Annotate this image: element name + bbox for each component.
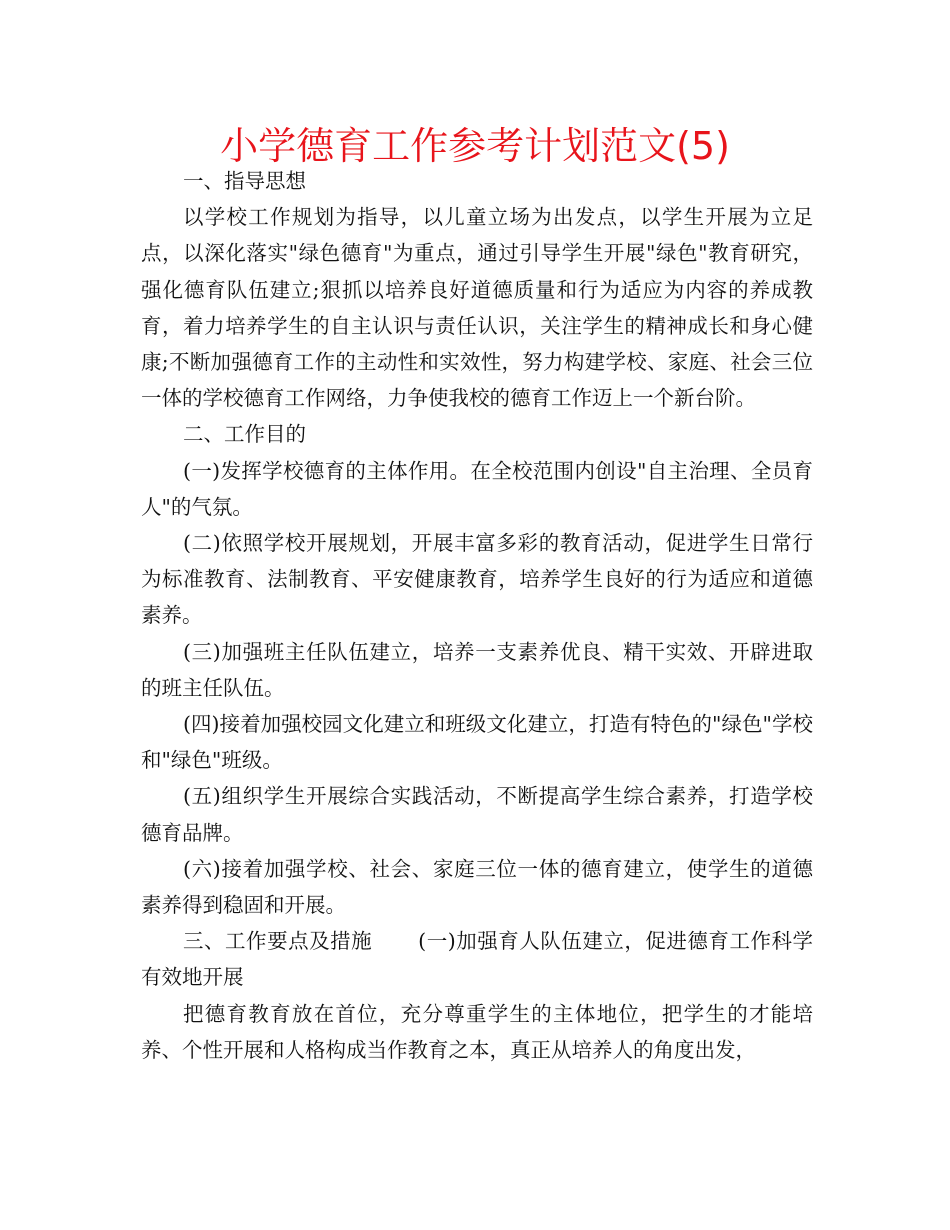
heading-work-goals: 二、工作目的: [183, 422, 306, 447]
goal-item-6: (六)接着加强学校、社会、家庭三位一体的德育建立，使学生的道德素养得到稳固和开展。: [141, 856, 813, 918]
goal-item-4: (四)接着加强校园文化建立和班级文化建立，打造有特色的"绿色"学校和"绿色"班级。: [141, 712, 813, 773]
goal-item-3: (三)加强班主任队伍建立，培养一支素养优良、精干实效、开辟进取的班主任队伍。: [141, 639, 813, 700]
goal-item-1: (一)发挥学校德育的主体作用。在全校范围内创设"自主治理、全员育人"的气氛。: [141, 458, 813, 519]
document-title: 小学德育工作参考计划范文(5): [220, 124, 730, 168]
document-body: [141, 163, 813, 1068]
goal-item-5: (五)组织学生开展综合实践活动，不断提高学生综合素养，打造学校德育品牌。: [141, 784, 813, 845]
paragraph-guiding-thought: 以学校工作规划为指导，以儿童立场为出发点，以学生开展为立足点，以深化落实"绿色德育"为重点，通过引导学生开展"绿色"教育研究，强化德育队伍建立;狠抓以培养良好道德质量和行为适应为内容的养成教育，着力培养学生的自主认识与责任认识，关注学生的精神成长和身心健康;不断加强德育工作的主动性和实效性，努力构建学校、家庭、社会三位一体的学校德育工作网络，力争使我校的德育工作迈上一个新台阶。: [141, 205, 813, 411]
section3-line: [141, 923, 813, 995]
heading-guiding-thought: 一、指导思想: [183, 169, 306, 193]
paragraph-moral-education-first: 把德育教育放在首位，充分尊重学生的主体地位，把学生的才能培养、个性开展和人格构成当作教育之本，真正从培养人的角度出发，: [141, 1001, 813, 1062]
heading-work-points: 三、工作要点及措施: [183, 929, 373, 954]
subheading-team-building: (一)加强育人队伍建立，促进德育工作科学有效地开展: [141, 929, 814, 990]
goal-item-2: (二)依照学校开展规划，开展丰富多彩的教育活动，促进学生日常行为标准教育、法制教育、平安健康教育，培养学生良好的行为适应和道德素养。: [141, 531, 813, 628]
